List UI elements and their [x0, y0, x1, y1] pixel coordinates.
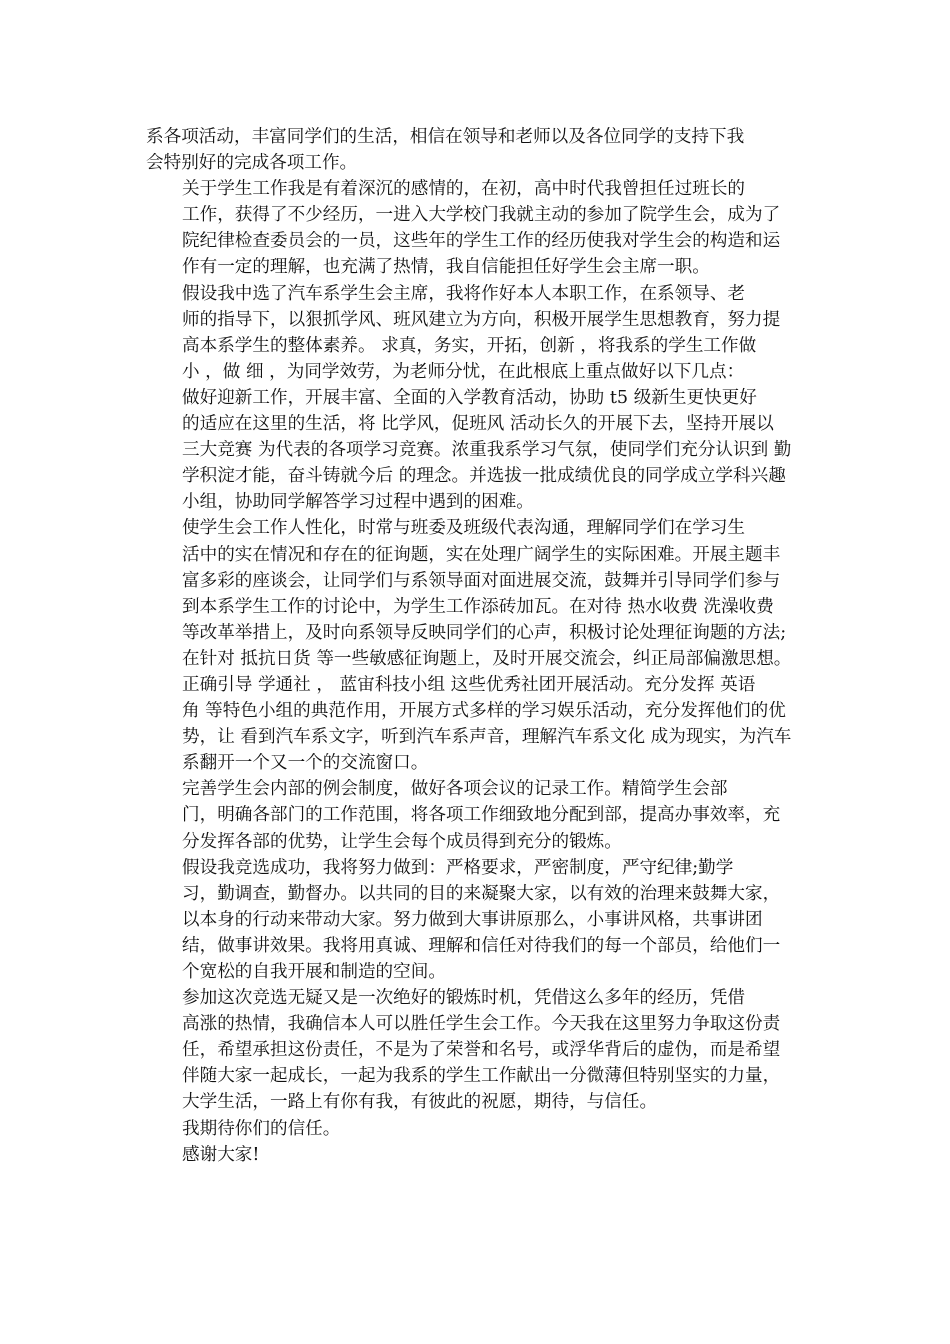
text-line: 高涨的热情，我确信本人可以胜任学生会工作。今天我在这里努力争取这份责	[182, 1014, 781, 1035]
text-line: 假设我中选了汽车系学生会主席，我将作好本人本职工作，在系领导、老	[182, 283, 746, 304]
text-line: 分发挥各部的优势，让学生会每个成员得到充分的锻炼。	[182, 831, 622, 852]
text-line: 在针对 抵抗日货 等一些敏感征询题上，及时开展交流会，纠正局部偏激思想。	[182, 648, 792, 669]
text-line: 使学生会工作人性化，时常与班委及班级代表沟通，理解同学们在学习生	[182, 518, 746, 539]
text-line: 高本系学生的整体素养。 求真，务实，开拓，创新 ，将我系的学生工作做	[182, 335, 757, 356]
text-line: 院纪律检查委员会的一员，这些年的学生工作的经历使我对学生会的构造和运	[182, 231, 781, 252]
text-line: 到本系学生工作的讨论中，为学生工作添砖加瓦。在对待 热水收费 洗澡收费	[182, 596, 774, 617]
text-line: 小组，协助同学解答学习过程中遇到的困难。	[182, 492, 534, 513]
text-line: 工作，获得了不少经历，一进入大学校门我就主动的参加了院学生会，成为了	[182, 205, 781, 226]
text-line: 三大竞赛 为代表的各项学习竞赛。浓重我系学习气氛，使同学们充分认识到 勤	[182, 440, 792, 461]
paragraph	[146, 855, 806, 985]
text-line: 我期待你们的信任。	[182, 1118, 341, 1139]
text-line: 作有一定的理解，也充满了热情，我自信能担任好学生会主席一职。	[182, 257, 710, 278]
text-line: 的适应在这里的生活，将 比学风，促班风 活动长久的开展下去，坚持开展以	[182, 414, 774, 435]
paragraph	[146, 672, 806, 776]
text-line: 大学生活，一路上有你有我，有彼此的祝愿，期待，与信任。	[182, 1092, 658, 1113]
text-line: 小 ，做 细 ，为同学效劳，为老师分忧，在此根底上重点做好以下几点：	[182, 361, 745, 382]
text-line: 参加这次竞选无疑又是一次绝好的锻炼时机，凭借这么多年的经历，凭借	[182, 988, 746, 1009]
text-line: 感谢大家!	[182, 1144, 260, 1165]
text-line: 富多彩的座谈会，让同学们与系领导面对面进展交流，鼓舞并引导同学们参与	[182, 570, 781, 591]
text-line: 势，让 看到汽车系文字，听到汽车系声音，理解汽车系文化 成为现实，为汽车	[182, 727, 792, 748]
paragraph	[146, 281, 806, 385]
paragraph	[146, 776, 806, 854]
text-line: 师的指导下，以狠抓学风、班风建立为方向，积极开展学生思想教育，努力提	[182, 309, 781, 330]
paragraph	[146, 124, 806, 176]
text-line: 做好迎新工作，开展丰富、全面的入学教育活动，协助 t5 级新生更快更好	[182, 387, 757, 408]
text-line: 等改革举措上，及时向系领导反映同学们的心声，积极讨论处理征询题的方法;	[182, 622, 787, 643]
paragraph	[146, 176, 806, 280]
text-line: 正确引导 学通社 ， 蓝宙科技小组 这些优秀社团开展活动。充分发挥 英语	[182, 674, 756, 695]
paragraph	[146, 385, 806, 515]
paragraph	[146, 1142, 806, 1168]
text-line: 学积淀才能，奋斗铸就今后 的理念。并选拔一批成绩优良的同学成立学科兴趣	[182, 466, 786, 487]
text-line: 会特别好的完成各项工作。	[146, 153, 358, 174]
document-body	[146, 124, 806, 1168]
text-line: 以本身的行动来带动大家。努力做到大事讲原那么，小事讲风格，共事讲团	[182, 909, 763, 930]
text-line: 假设我竞选成功，我将努力做到：严格要求，严密制度，严守纪律;勤学	[182, 857, 734, 878]
text-line: 伴随大家一起成长，一起为我系的学生工作献出一分微薄但特别坚实的力量，	[182, 1066, 781, 1087]
paragraph	[146, 985, 806, 1115]
text-line: 结，做事讲效果。我将用真诚、理解和信任对待我们的每一个部员，给他们一	[182, 935, 781, 956]
paragraph	[146, 515, 806, 672]
text-line: 习，勤调查，勤督办。以共同的目的来凝聚大家，以有效的治理来鼓舞大家，	[182, 883, 781, 904]
text-line: 角 等特色小组的典范作用，开展方式多样的学习娱乐活动，充分发挥他们的优	[182, 701, 786, 722]
text-line: 系各项活动，丰富同学们的生活，相信在领导和老师以及各位同学的支持下我	[146, 127, 745, 147]
text-line: 关于学生工作我是有着深沉的感情的，在初，高中时代我曾担任过班长的	[182, 179, 746, 200]
text-line: 完善学生会内部的例会制度，做好各项会议的记录工作。精简学生会部	[182, 779, 728, 800]
paragraph	[146, 1116, 806, 1142]
text-line: 个宽松的自我开展和制造的空间。	[182, 962, 446, 982]
text-line: 门，明确各部门的工作范围，将各项工作细致地分配到部，提高办事效率，充	[182, 805, 781, 826]
text-line: 系翻开一个又一个的交流窗口。	[182, 753, 429, 774]
text-line: 任，希望承担这份责任，不是为了荣誉和名号，或浮华背后的虚伪，而是希望	[182, 1040, 781, 1061]
text-line: 活中的实在情况和存在的征询题，实在处理广阔学生的实际困难。开展主题丰	[182, 544, 781, 565]
